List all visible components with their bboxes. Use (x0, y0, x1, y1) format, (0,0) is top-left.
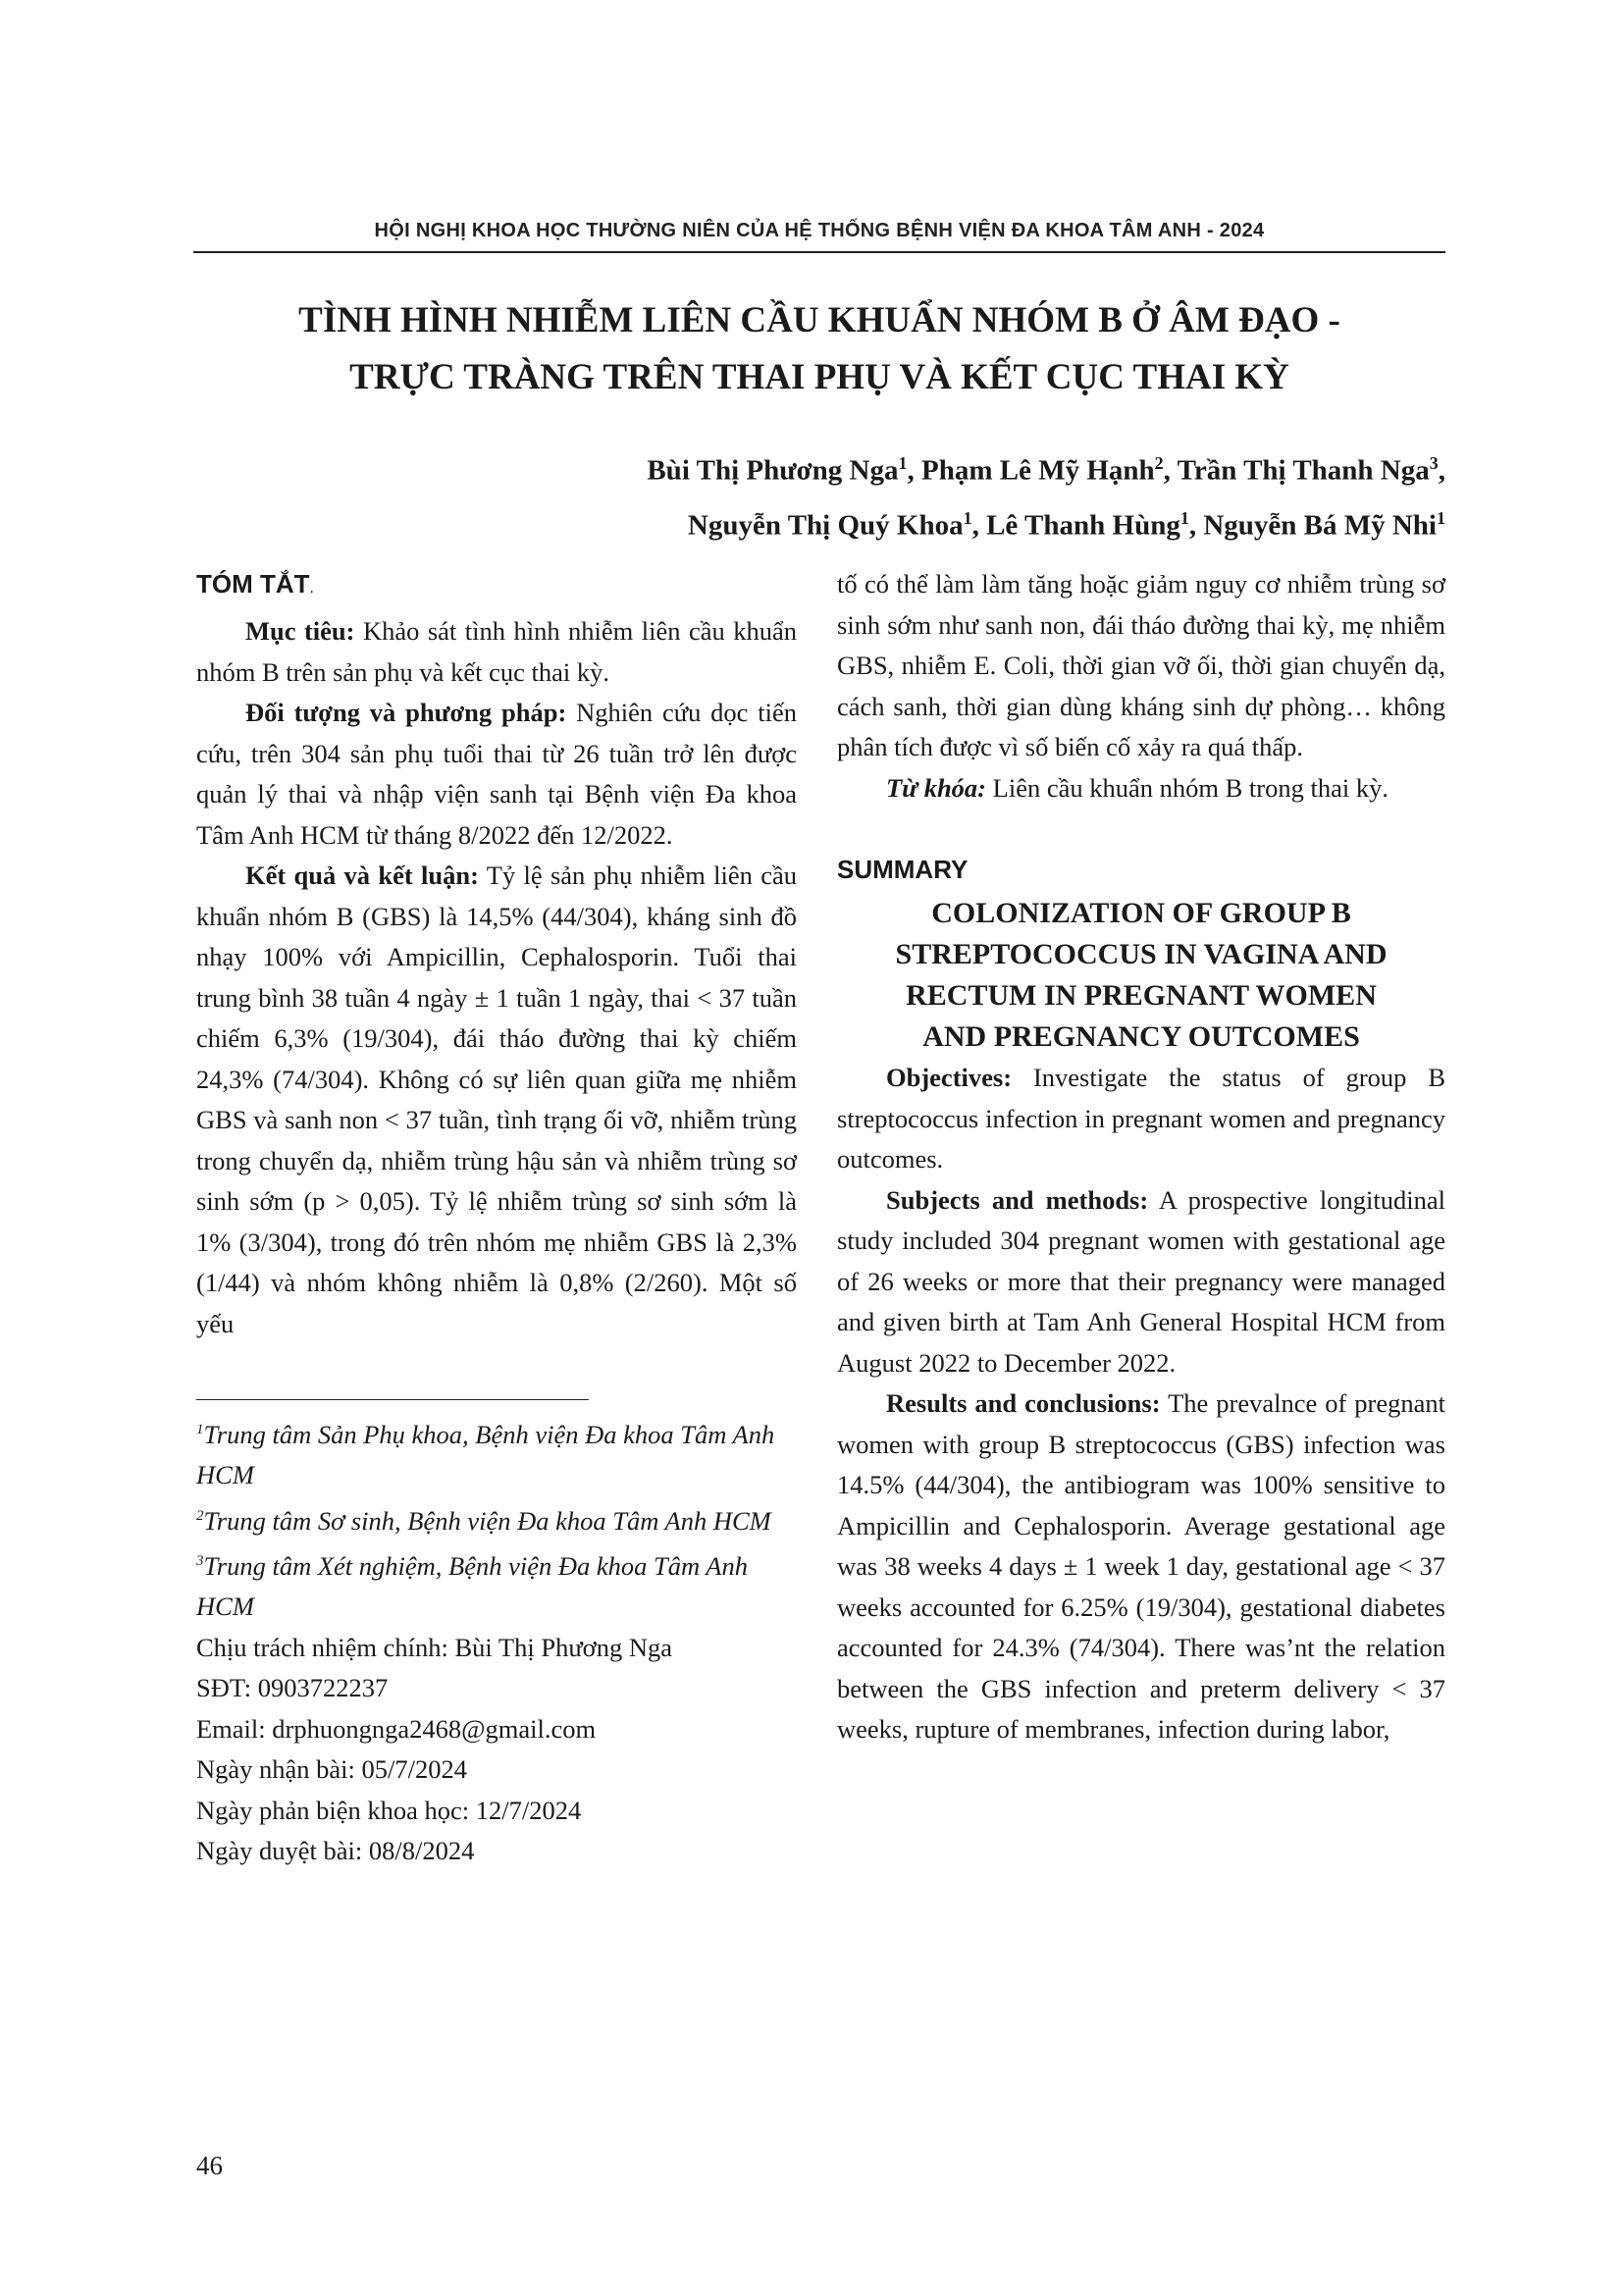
footnote-3 (196, 1541, 797, 1628)
author-name: Phạm Lê Mỹ Hạnh (921, 454, 1155, 487)
summary-heading: SUMMARY (837, 855, 969, 884)
summary-results (837, 1383, 1445, 1750)
corresponding-author: Chịu trách nhiệm chính: Bùi Thị Phương Nga (196, 1632, 672, 1662)
footnote-mark: 3 (196, 1553, 204, 1570)
author-affiliation: 1 (963, 507, 972, 528)
title-line-1: TÌNH HÌNH NHIỄM LIÊN CẦU KHUẨN NHÓM B Ở ÂM ĐẠO - (298, 300, 1340, 340)
abstract-heading-text: TÓM TẮT (196, 569, 310, 599)
results-conclusions-text: The prevalnce of pregnant women with group B streptococcus (GBS) infection was 14.5% (44/304), the antibiogram was 100% sensitive to Ampicillin and Cephalosporin. Average gestational age was 38 weeks 4 days ± 1 week 1 day, gestational age < 37 weeks accounted for 6.25% (19/304), gestational diabetes accounted for 24.3% (74/304). There was’nt the relation between the GBS infection and preterm delivery < 37 weeks, rupture of membranes, infection during labor, (837, 1388, 1445, 1744)
abstract-results (196, 856, 797, 1344)
date-accepted: Ngày duyệt bài: 08/8/2024 (196, 1836, 475, 1866)
author-separator: , (1163, 454, 1178, 487)
methods-label: Đối tượng và phương pháp: (245, 698, 567, 727)
objectives-text: Investigate the status of group B streptococcus infection in pregnant women and pregnancy outcomes. (837, 1063, 1445, 1174)
author-separator: , (1438, 454, 1445, 487)
author-affiliation: 3 (1429, 453, 1439, 473)
page-number: 46 (196, 2151, 223, 2180)
keywords-text: Liên cầu khuẩn nhóm B trong thai kỳ. (986, 772, 1388, 803)
footnote-2 (196, 1496, 797, 1541)
english-title-line: STREPTOCOCCUS IN VAGINA AND (895, 938, 1388, 970)
footnote-mark: 2 (196, 1507, 204, 1524)
abstract-heading-dot: . (309, 580, 314, 597)
footnote-text: Trung tâm Xét nghiệm, Bệnh viện Đa khoa Tâm Anh HCM (196, 1550, 748, 1622)
subjects-methods-text: A prospective longitudinal study included 304 pregnant women with gestational age of 26 weeks or more that their pregnancy were managed and given birth at Tam Anh General Hospital HCM from August 2022 to December 2022. (837, 1184, 1446, 1378)
abstract-objective (196, 611, 797, 693)
summary-methods (837, 1180, 1445, 1384)
date-received: Ngày nhận bài: 05/7/2024 (196, 1754, 467, 1785)
results-text-left: Tỷ lệ sản phụ nhiễm liên cầu khuẩn nhóm B (GBS) là 14,5% (44/304), kháng sinh đồ nhạy 100% với Ampicillin, Cephalosporin. Tuổi thai trung bình 38 tuần 4 ngày ± 1 tuần 1 ngày, thai < 37 tuần chiếm 6,3% (19/304), đái tháo đường thai kỳ chiếm 24,3% (74/304). Không có sự liên quan giữa mẹ nhiễm GBS và sanh non < 37 tuần, tình trạng ối vỡ, nhiễm trùng trong chuyển dạ, nhiễm trùng hậu sản và nhiễm trùng sơ sinh sớm (p > 0,05). Tỷ lệ nhiễm trùng sơ sinh sớm là 1% (3/304), trong đó trên nhóm mẹ nhiễm GBS là 2,3% (1/44) và nhóm không nhiễm là 0,8% (2/260). Một số yếu (196, 861, 798, 1338)
author-affiliation: 1 (1179, 507, 1189, 528)
contact-phone: SĐT: 0903722237 (196, 1673, 389, 1703)
author-name: Lê Thanh Hùng (986, 509, 1180, 542)
methods-text: Nghiên cứu dọc tiến cứu, trên 304 sản phụ tuổi thai từ 26 tuần trở lên được quản lý thai và nhập viện sanh tại Bệnh viện Đa khoa Tâm Anh HCM từ tháng 8/2022 đến 12/2022. (196, 698, 798, 850)
english-title (837, 893, 1445, 1058)
footnote-text: Trung tâm Sản Phụ khoa, Bệnh viện Đa khoa Tâm Anh HCM (196, 1419, 775, 1490)
objective-label: Mục tiêu: (245, 616, 355, 646)
results-conclusions-label: Results and conclusions: (886, 1388, 1161, 1418)
article-title (193, 292, 1445, 406)
author-line-2 (366, 495, 1445, 549)
abstract-keywords (837, 768, 1445, 809)
right-column (837, 564, 1445, 1750)
section-spacer (837, 809, 1445, 850)
abstract-methods (196, 693, 797, 856)
english-title-line: RECTUM IN PREGNANT WOMEN (906, 979, 1377, 1012)
author-list (366, 440, 1445, 548)
title-line-2: TRỰC TRÀNG TRÊN THAI PHỤ VÀ KẾT CỤC THAI KỲ (349, 357, 1289, 397)
english-title-line: COLONIZATION OF GROUP B (931, 897, 1351, 929)
author-separator: , (1188, 509, 1204, 542)
author-affiliation: 1 (898, 453, 908, 473)
author-name: Nguyễn Bá Mỹ Nhi (1203, 509, 1437, 542)
footnote-rule (196, 1399, 589, 1400)
author-affiliation: 1 (1437, 507, 1445, 528)
date-reviewed: Ngày phản biện khoa học: 12/7/2024 (196, 1795, 582, 1825)
author-name: Trần Thị Thanh Nga (1177, 454, 1430, 487)
english-title-line: AND PREGNANCY OUTCOMES (922, 1020, 1360, 1053)
abstract-heading (196, 564, 797, 608)
author-affiliation: 2 (1154, 453, 1164, 473)
contact-email: Email: drphuongnga2468@gmail.com (196, 1713, 597, 1744)
abstract-results-continued: tố có thể làm làm tăng hoặc giảm nguy cơ nhiễm trùng sơ sinh sớm như sanh non, đái tháo đường thai kỳ, mẹ nhiễm GBS, nhiễm E. Coli, thời gian vỡ ối, thời gian chuyển dạ, cách sanh, thời gian dùng kháng sinh dự phòng… không phân tích được vì số biến cố xảy ra quá thấp. (837, 569, 1445, 761)
footnote-mark: 1 (196, 1422, 204, 1437)
summary-objectives (837, 1058, 1445, 1180)
left-column (196, 564, 797, 1872)
objective-text: Khảo sát tình hình nhiễm liên cầu khuẩn nhóm B trên sản phụ và kết cục thai kỳ. (196, 616, 797, 687)
running-header: HỘI NGHỊ KHOA HỌC THƯỜNG NIÊN CỦA HỆ THỐNG BỆNH VIỆN ĐA KHOA TÂM ANH - 2024 (374, 220, 1265, 241)
author-name: Bùi Thị Phương Nga (647, 454, 899, 487)
subjects-methods-label: Subjects and methods: (886, 1184, 1149, 1215)
author-name: Nguyễn Thị Quý Khoa (687, 509, 964, 542)
author-separator: , (907, 454, 922, 487)
footnote-1 (196, 1410, 797, 1496)
author-line-1 (366, 440, 1445, 495)
author-separator: , (971, 509, 987, 542)
footnote-text: Trung tâm Sơ sinh, Bệnh viện Đa khoa Tâm Anh HCM (203, 1505, 771, 1536)
results-label: Kết quả và kết luận: (245, 861, 479, 890)
keywords-label: Từ khóa: (886, 772, 987, 803)
objectives-label: Objectives: (886, 1063, 1013, 1092)
header-rule (193, 251, 1445, 253)
